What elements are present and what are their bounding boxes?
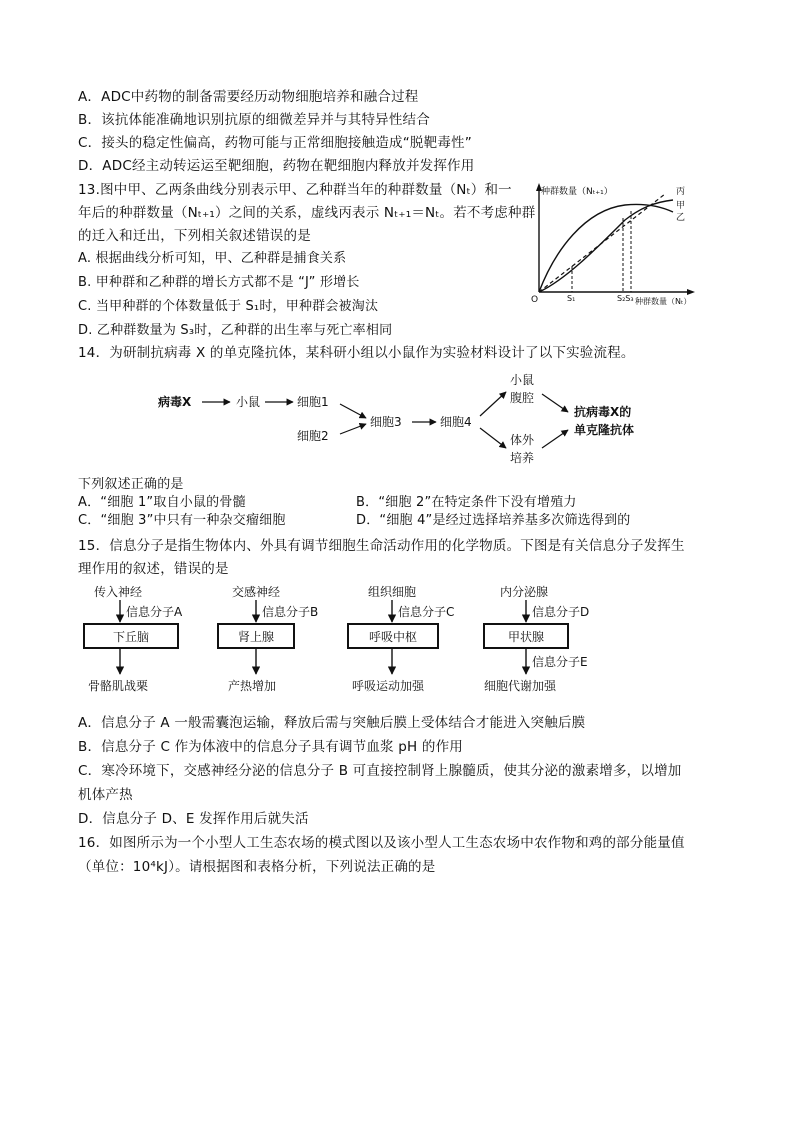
flow-cavity-line1: 小鼠: [510, 373, 535, 387]
tick-s1: S₁: [567, 294, 576, 303]
flow-cell4: 细胞4: [440, 415, 472, 429]
tick-s2s3: S₂S₃: [617, 294, 634, 303]
src-afferent-nerve: 传入神经: [94, 585, 143, 599]
q14-stem: 14．为研制抗病毒 X 的单克隆抗体，某科研小组以小鼠作为实验材料设计了以下实验流程。: [78, 345, 635, 361]
arrow-cavity-result: [542, 394, 568, 412]
src-tissue-cells: 组织细胞: [368, 585, 417, 599]
flow-cell1: 细胞1: [297, 395, 329, 409]
q15-stem-line1: 15．信息分子是指生物体内、外具有调节细胞生命活动作用的化学物质。下图是有关信息分子发挥生: [78, 538, 685, 554]
q12-option-c: C．接头的稳定性偏高，药物可能与正常细胞接触造成“脱靶毒性”: [78, 135, 472, 151]
arrow-cell2-cell3: [340, 424, 366, 434]
graph-origin: O: [531, 295, 539, 305]
q14-flow-diagram: [150, 370, 670, 470]
curve-yi: [539, 200, 673, 292]
q15-option-b: B．信息分子 C 作为体液中的信息分子具有调节血浆 pH 的作用: [78, 739, 463, 755]
arrow-culture-result: [542, 430, 568, 448]
q13-stem-line3: 的迁入和迁出，下列相关叙述错误的是: [78, 228, 311, 244]
flow-result-line2: 单克隆抗体: [574, 423, 635, 437]
q12-option-d: D．ADC经主动转运运至靶细胞，药物在靶细胞内释放并发挥作用: [78, 158, 475, 174]
src-endocrine-gland: 内分泌腺: [500, 585, 549, 599]
out-shivering: 骨骼肌战栗: [88, 679, 149, 693]
flow-culture-line1: 体外: [510, 433, 535, 447]
flow-cell2: 细胞2: [297, 429, 329, 443]
q14-lead: 下列叙述正确的是: [78, 477, 184, 492]
arrow-cell4-culture: [480, 428, 506, 448]
q14-option-c: C．“细胞 3”中只有一种杂交瘤细胞: [78, 513, 286, 528]
box4-label: 甲状腺: [507, 630, 545, 644]
curve-jia: [539, 204, 673, 292]
out-heat: 产热增加: [228, 679, 277, 693]
q15-stem-line2: 理作用的叙述，错误的是: [78, 561, 229, 577]
out-metabolism: 细胞代谢加强: [484, 679, 557, 693]
label-jia: 甲: [676, 201, 686, 211]
signal-d: 信息分子D: [532, 605, 590, 619]
flow-virus: 病毒X: [158, 395, 192, 409]
flow-mouse: 小鼠: [236, 395, 261, 409]
src-sympathetic-nerve: 交感神经: [232, 585, 281, 599]
out-breathing: 呼吸运动加强: [352, 679, 425, 693]
box1-label: 下丘脑: [112, 630, 150, 644]
arrow-cell4-cavity: [480, 392, 506, 416]
q14-option-a: A．“细胞 1”取自小鼠的骨髓: [78, 495, 246, 510]
q12-option-a: A．ADC中药物的制备需要经历动物细胞培养和融合过程: [78, 89, 419, 105]
flow-cell3: 细胞3: [370, 415, 402, 429]
q16-stem-line2: （单位：10⁴kJ）。请根据图和表格分析，下列说法正确的是: [78, 859, 436, 875]
signal-b: 信息分子B: [262, 605, 319, 619]
q15-option-d: D．信息分子 D、E 发挥作用后就失活: [78, 811, 309, 827]
q14-option-b: B．“细胞 2”在特定条件下没有增殖力: [356, 495, 577, 510]
q14-option-d: D．“细胞 4”是经过选择培养基多次筛选得到的: [356, 513, 631, 528]
flow-result-line1: 抗病毒X的: [574, 405, 632, 419]
q13-option-d: D. 乙种群数量为 S₃时，乙种群的出生率与死亡率相同: [78, 323, 393, 338]
box3-label: 呼吸中枢: [368, 630, 418, 644]
q16-stem-line1: 16．如图所示为一个小型人工生态农场的模式图以及该小型人工生态农场中农作物和鸡的部分能量值: [78, 835, 685, 851]
signal-e: 信息分子E: [532, 655, 588, 669]
signal-c: 信息分子C: [398, 605, 455, 619]
q13-option-a: A. 根据曲线分析可知，甲、乙种群是捕食关系: [78, 251, 347, 266]
q13-population-graph: [525, 180, 705, 310]
q13-option-c: C. 当甲种群的个体数量低于 S₁时，甲种群会被淘汰: [78, 299, 379, 314]
q15-signal-diagram: [80, 582, 600, 694]
box2-label: 肾上腺: [237, 630, 275, 644]
graph-x-label: 种群数量（Nₜ）: [635, 297, 692, 306]
q15-option-c-line2: 机体产热: [78, 787, 133, 803]
q12-option-b: B．该抗体能准确地识别抗原的细微差异并与其特异性结合: [78, 112, 430, 128]
q13-stem-line2: 年后的种群数量（Nₜ₊₁）之间的关系，虚线丙表示 Nₜ₊₁＝Nₜ。若不考虑种群: [78, 205, 536, 221]
q15-option-c-line1: C．寒冷环境下，交感神经分泌的信息分子 B 可直接控制肾上腺髓质，使其分泌的激素增多，以增加: [78, 763, 682, 779]
graph-y-label: 种群数量（Nₜ₊₁）: [541, 187, 613, 197]
label-yi: 乙: [676, 213, 686, 223]
q13-stem-line1: 13.图中甲、乙两条曲线分别表示甲、乙种群当年的种群数量（Nₜ）和一: [78, 182, 512, 198]
label-bing: 丙: [676, 187, 686, 197]
q13-option-b: B. 甲种群和乙种群的增长方式都不是 “J” 形增长: [78, 275, 360, 290]
flow-cavity-line2: 腹腔: [510, 391, 535, 405]
signal-a: 信息分子A: [126, 605, 183, 619]
arrow-cell1-cell3: [340, 404, 366, 418]
flow-culture-line2: 培养: [510, 451, 535, 465]
q15-option-a: A．信息分子 A 一般需囊泡运输，释放后需与突触后膜上受体结合才能进入突触后膜: [78, 715, 586, 731]
graph-x-arrow: [687, 289, 695, 295]
